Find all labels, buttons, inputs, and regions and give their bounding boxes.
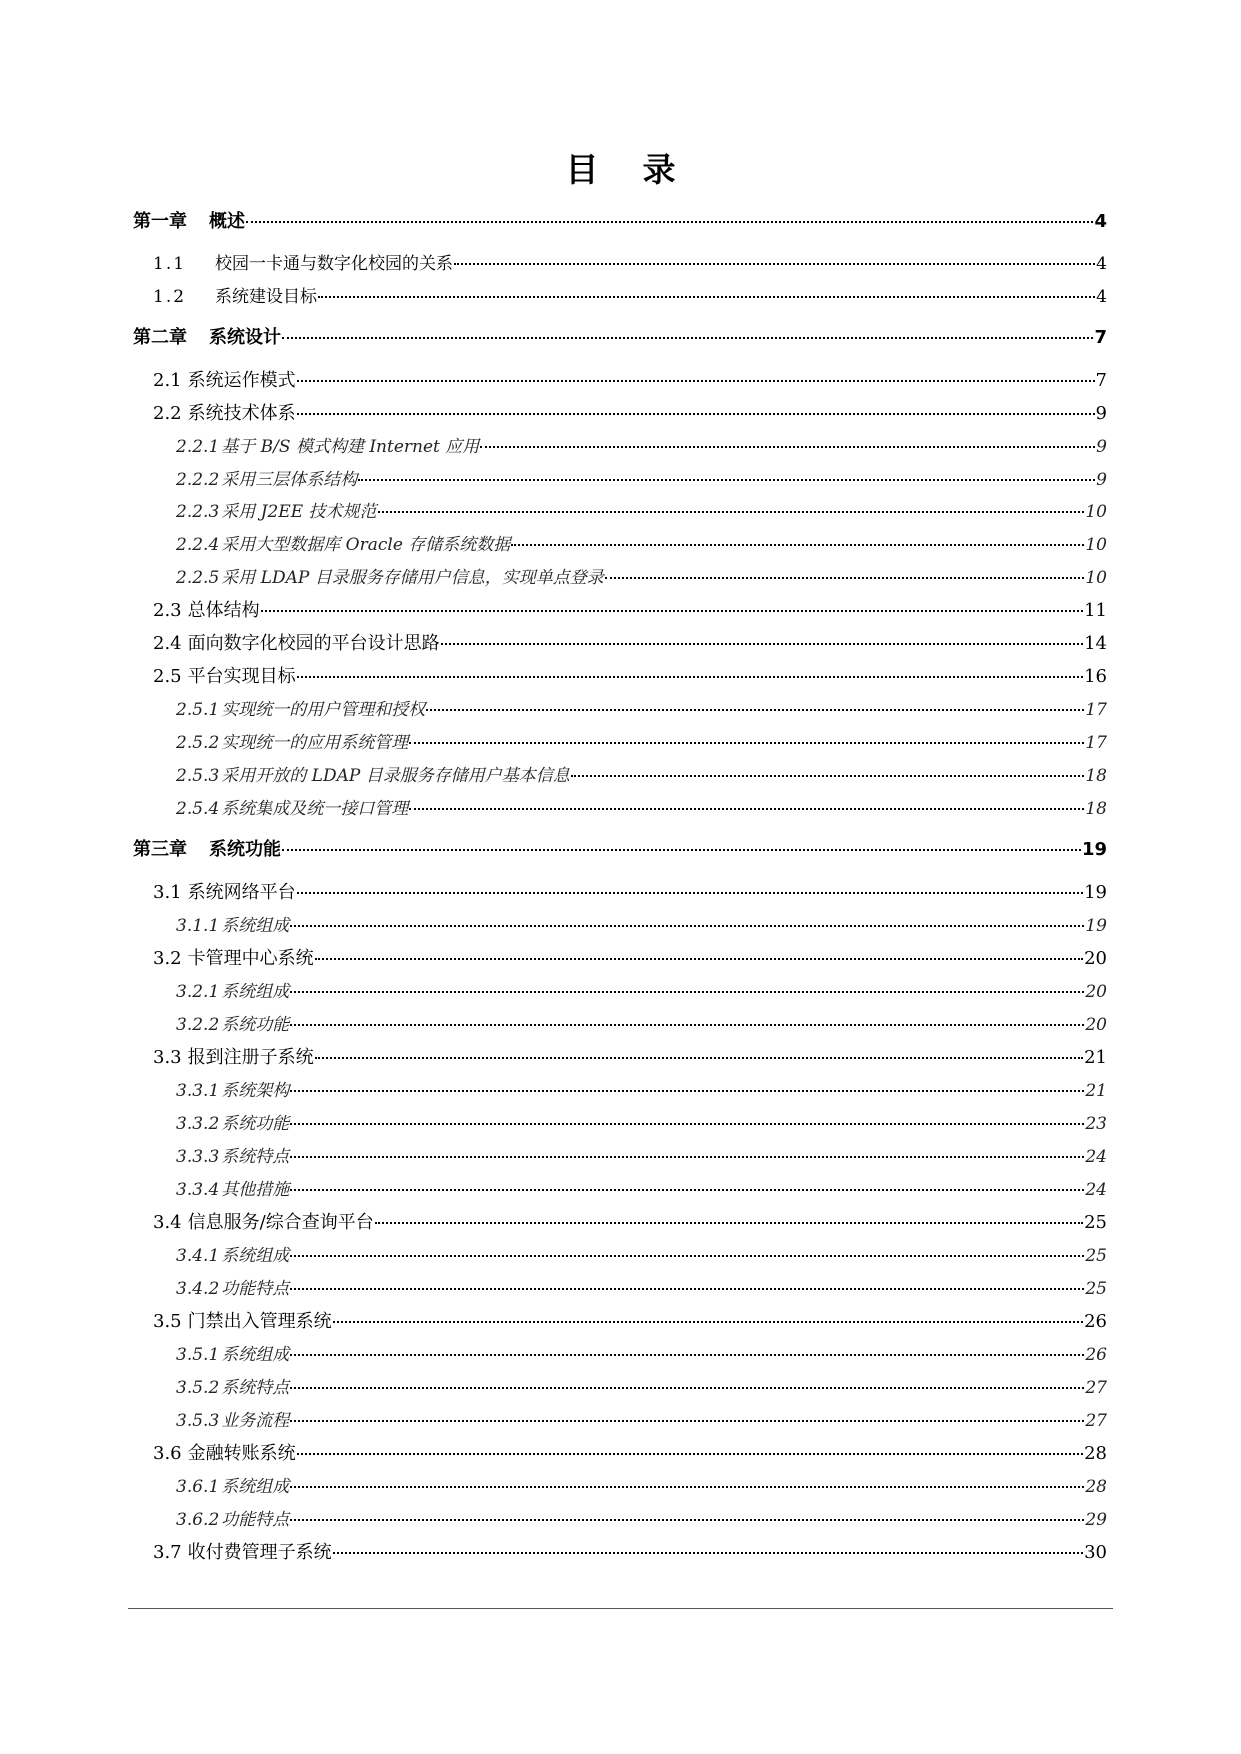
toc-entry-number: 2.5.1 (176, 700, 220, 720)
toc-entry-number: 2.2.3 (176, 502, 220, 522)
toc-entry-label (176, 1012, 289, 1038)
toc-entry[interactable] (176, 1177, 1107, 1203)
toc-entry-page-number: 7 (1095, 370, 1107, 391)
toc-entry-number: 2.3 (153, 600, 182, 621)
toc-entry-text: 报到注册子系统 (187, 1047, 314, 1068)
toc-entry[interactable] (133, 209, 1107, 235)
toc-entry-label (153, 251, 453, 277)
toc-entry-text: 实现统一的用户管理和授权 (221, 700, 426, 720)
toc-entry-page-number: 21 (1085, 1081, 1107, 1101)
toc-entry-text: 平台实现目标 (187, 666, 296, 687)
toc-entry-label (153, 1441, 296, 1467)
toc-entry-number: 2.2.1 (176, 437, 220, 457)
toc-entry-page-number: 9 (1096, 437, 1107, 457)
toc-entry-number: 3.3.3 (176, 1147, 220, 1167)
toc-entry-text: 系统建设目标 (215, 287, 317, 307)
toc-entry-label (153, 1210, 374, 1236)
toc-entry-page-number: 25 (1085, 1279, 1107, 1299)
toc-entry-number: 3.6 (153, 1443, 182, 1464)
toc-entry[interactable] (153, 880, 1107, 906)
toc-entry-number: 3.2 (153, 948, 182, 969)
toc-entry[interactable] (176, 796, 1107, 822)
toc-entry-page-number: 18 (1085, 799, 1107, 819)
toc-entry-text: 总体结构 (187, 600, 260, 621)
toc-entry-page-number: 26 (1085, 1345, 1107, 1365)
toc-entry-number: 2.2 (153, 403, 182, 424)
dot-leader (297, 1452, 1083, 1455)
toc-entry[interactable] (176, 913, 1107, 939)
toc-entry-number: 3.5.3 (176, 1411, 220, 1431)
toc-entry-number: 3.1 (153, 882, 182, 903)
toc-entry[interactable] (176, 763, 1107, 789)
toc-entry-text: 功能特点 (221, 1279, 290, 1299)
toc-entry-text: 系统运作模式 (187, 370, 296, 391)
toc-entry-label (133, 325, 281, 351)
toc-entry-number: 3.3 (153, 1047, 182, 1068)
toc-entry-text: 系统集成及统一接口管理 (221, 799, 409, 819)
toc-entry-label (176, 1507, 289, 1533)
toc-entry[interactable] (153, 284, 1107, 310)
toc-entry-label (153, 664, 296, 690)
toc-entry-label (176, 1342, 289, 1368)
toc-entry-page-number: 4 (1094, 211, 1107, 232)
dot-leader (315, 957, 1083, 960)
toc-entry-text: 采用大型数据库 Oracle 存储系统数据 (221, 535, 511, 555)
toc-entry-text: 系统架构 (221, 1081, 290, 1101)
dot-leader (480, 445, 1095, 448)
toc-entry[interactable] (153, 1441, 1107, 1467)
footer-rule (128, 1608, 1113, 1609)
dot-leader (605, 576, 1085, 579)
toc-entry-page-number: 7 (1094, 327, 1107, 348)
dot-leader (441, 642, 1083, 645)
toc-entry[interactable] (176, 499, 1107, 525)
toc-entry-number: 3.5 (153, 1311, 182, 1332)
toc-entry-page-number: 27 (1085, 1411, 1107, 1431)
toc-entry[interactable] (176, 1111, 1107, 1137)
toc-entry[interactable] (176, 697, 1107, 723)
toc-entry[interactable] (176, 565, 1107, 591)
toc-entry[interactable] (153, 1210, 1107, 1236)
dot-leader (246, 220, 1093, 223)
toc-entry-page-number: 16 (1084, 666, 1107, 687)
toc-entry-number: 2.5.2 (176, 733, 220, 753)
toc-entry[interactable] (176, 1144, 1107, 1170)
toc-entry-page-number: 26 (1084, 1311, 1107, 1332)
toc-entry[interactable] (176, 1276, 1107, 1302)
toc-entry-page-number: 19 (1085, 916, 1107, 936)
dot-leader (375, 1221, 1083, 1224)
dot-leader (290, 1023, 1084, 1026)
toc-entry-number: 2.5.4 (176, 799, 220, 819)
toc-entry[interactable] (176, 434, 1107, 460)
dot-leader (290, 1287, 1084, 1290)
toc-entry-label (153, 368, 296, 394)
toc-entry-label (176, 565, 604, 591)
toc-entry-text: 系统功能 (209, 839, 281, 860)
toc-entry-page-number: 25 (1084, 1212, 1107, 1233)
toc-entry-number: 2.5.3 (176, 766, 220, 786)
dot-leader (409, 741, 1084, 744)
toc-entry-page-number: 18 (1085, 766, 1107, 786)
toc-entry-text: 系统组成 (221, 982, 290, 1002)
dot-leader (297, 891, 1083, 894)
toc-entry-page-number: 14 (1084, 633, 1107, 654)
dot-leader (290, 1353, 1084, 1356)
dot-leader (290, 990, 1084, 993)
toc-entry-page-number: 29 (1085, 1510, 1107, 1530)
toc-entry-number: 3.3.4 (176, 1180, 220, 1200)
toc-entry[interactable] (133, 837, 1107, 863)
dot-leader (297, 379, 1095, 382)
toc-entry[interactable] (153, 598, 1107, 624)
toc-entry-page-number: 23 (1085, 1114, 1107, 1134)
toc-entry-number: 第二章 (133, 327, 187, 348)
dot-leader (426, 708, 1084, 711)
toc-entry-number: 3.3.1 (176, 1081, 220, 1101)
toc-entry-label (153, 401, 296, 427)
toc-entry[interactable] (176, 1078, 1107, 1104)
toc-entry-text: 系统特点 (221, 1147, 290, 1167)
toc-entry[interactable] (153, 1045, 1107, 1071)
toc-entry-page-number: 24 (1085, 1180, 1107, 1200)
toc-entry-page-number: 4 (1096, 287, 1107, 307)
toc-entry-label (133, 837, 281, 863)
toc-entry-number: 2.4 (153, 633, 182, 654)
toc-entry[interactable] (153, 401, 1107, 427)
toc-entry-label (176, 499, 377, 525)
dot-leader (333, 1320, 1083, 1323)
dot-leader (290, 1155, 1084, 1158)
dot-leader (290, 1419, 1084, 1422)
toc-entry[interactable] (176, 1375, 1107, 1401)
toc-entry-page-number: 10 (1085, 502, 1107, 522)
toc-entry-page-number: 19 (1084, 882, 1107, 903)
toc-entry-label (176, 1474, 289, 1500)
toc-entry-label (176, 1177, 289, 1203)
toc-entry-page-number: 9 (1096, 470, 1107, 490)
toc-entry-number: 3.5.2 (176, 1378, 220, 1398)
toc-entry-text: 概述 (209, 211, 245, 232)
toc-entry-text: 系统组成 (221, 1246, 290, 1266)
toc-entry-page-number: 25 (1085, 1246, 1107, 1266)
toc-entry[interactable] (176, 1474, 1107, 1500)
toc-entry-number: 3.6.1 (176, 1477, 220, 1497)
toc-entry-text: 金融转账系统 (187, 1443, 296, 1464)
toc-entry[interactable] (153, 1540, 1107, 1566)
toc-entry[interactable] (176, 1342, 1107, 1368)
toc-entry-label (153, 946, 314, 972)
toc-entry-number: 3.4.2 (176, 1279, 220, 1299)
toc-entry[interactable] (176, 532, 1107, 558)
toc-entry-label (153, 1540, 332, 1566)
toc-entry-text: 系统功能 (221, 1114, 290, 1134)
toc-entry-page-number: 20 (1085, 982, 1107, 1002)
toc-entry-text: 收付费管理子系统 (187, 1542, 332, 1563)
toc-entry-text: 信息服务/综合查询平台 (187, 1212, 374, 1233)
toc-entry-page-number: 11 (1084, 600, 1107, 621)
toc-entry-label (176, 1111, 289, 1137)
dot-leader (290, 1089, 1084, 1092)
toc-entry-text: 采用三层体系结构 (221, 470, 358, 490)
toc-entry-text: 系统设计 (209, 327, 281, 348)
toc-entry-label (176, 1408, 289, 1434)
toc-entry-text: 门禁出入管理系统 (187, 1311, 332, 1332)
toc-entry-label (176, 1375, 289, 1401)
toc-entry-label (153, 598, 260, 624)
toc-entry[interactable] (153, 664, 1107, 690)
dot-leader (378, 510, 1085, 513)
dot-leader (290, 1518, 1084, 1521)
toc-entry[interactable] (153, 1309, 1107, 1335)
toc-entry-label (176, 697, 425, 723)
toc-entry-number: 3.2.1 (176, 982, 220, 1002)
toc-entry-label (176, 532, 510, 558)
dot-leader (290, 1122, 1084, 1125)
toc-entry-text: 系统组成 (221, 1477, 290, 1497)
toc-entry[interactable] (176, 1243, 1107, 1269)
toc-entry-number: 3.4 (153, 1212, 182, 1233)
toc-entry-number: 2.2.2 (176, 470, 220, 490)
toc-entry-label (176, 1078, 289, 1104)
toc-entry-page-number: 17 (1085, 733, 1107, 753)
toc-entry-text: 采用 LDAP 目录服务存储用户信息，实现单点登录 (221, 568, 604, 588)
toc-entry-text: 面向数字化校园的平台设计思路 (187, 633, 440, 654)
toc-entry-number: 2.5 (153, 666, 182, 687)
toc-entry-page-number: 21 (1084, 1047, 1107, 1068)
dot-leader (358, 478, 1095, 481)
toc-entry-label (176, 1243, 289, 1269)
toc-entry-page-number: 10 (1085, 535, 1107, 555)
toc-entry-page-number: 17 (1085, 700, 1107, 720)
toc-entry-label (176, 913, 289, 939)
toc-entry-page-number: 19 (1081, 839, 1107, 860)
dot-leader (315, 1056, 1083, 1059)
toc-entry-number: 第一章 (133, 211, 187, 232)
toc-entry-page-number: 10 (1085, 568, 1107, 588)
toc-entry-page-number: 28 (1084, 1443, 1107, 1464)
toc-entry-label (153, 631, 440, 657)
dot-leader (511, 543, 1084, 546)
dot-leader (454, 262, 1095, 265)
toc-title: 目录 (565, 150, 720, 189)
toc-entry-label (153, 1309, 332, 1335)
toc-entry-text: 卡管理中心系统 (187, 948, 314, 969)
toc-entry-text: 系统功能 (221, 1015, 290, 1035)
dot-leader (297, 412, 1095, 415)
toc-entry-text: 系统技术体系 (187, 403, 296, 424)
toc-entry-number: 2.1 (153, 370, 182, 391)
toc-entry[interactable] (176, 1507, 1107, 1533)
toc-entry-label (153, 880, 296, 906)
dot-leader (282, 336, 1093, 339)
toc-entry-page-number: 20 (1085, 1015, 1107, 1035)
toc-entry-number: 1.1 (153, 254, 187, 274)
toc-entry-number: 3.4.1 (176, 1246, 220, 1266)
toc-entry-text: 功能特点 (221, 1510, 290, 1530)
toc-entry-label (176, 434, 479, 460)
toc-entry[interactable] (133, 325, 1107, 351)
toc-entry-label (176, 979, 289, 1005)
dot-leader (333, 1551, 1083, 1554)
toc-entry-number: 3.2.2 (176, 1015, 220, 1035)
toc-entry-label (176, 730, 408, 756)
toc-entry[interactable] (176, 730, 1107, 756)
toc-entry-number: 3.7 (153, 1542, 182, 1563)
dot-leader (409, 807, 1084, 810)
dot-leader (571, 774, 1085, 777)
toc-entry-text: 基于 B/S 模式构建 Internet 应用 (221, 437, 480, 457)
dot-leader (282, 848, 1081, 851)
toc-entry-page-number: 4 (1096, 254, 1107, 274)
toc-entry-label (176, 1276, 289, 1302)
toc-entry-page-number: 28 (1085, 1477, 1107, 1497)
toc-entry-number: 3.1.1 (176, 916, 220, 936)
toc-entry[interactable] (176, 467, 1107, 493)
toc-entry-page-number: 20 (1084, 948, 1107, 969)
toc-entry-number: 3.5.1 (176, 1345, 220, 1365)
toc-entry-label (176, 1144, 289, 1170)
dot-leader (261, 609, 1083, 612)
toc-entry-number: 2.2.4 (176, 535, 220, 555)
toc-entry-number: 3.6.2 (176, 1510, 220, 1530)
toc-entry-number: 3.3.2 (176, 1114, 220, 1134)
toc-entry[interactable] (176, 1408, 1107, 1434)
toc-entry-number: 1.2 (153, 287, 187, 307)
toc-entry-label (176, 467, 357, 493)
toc-entry-text: 实现统一的应用系统管理 (221, 733, 409, 753)
toc-entry-text: 系统网络平台 (187, 882, 296, 903)
toc-entry-label (133, 209, 245, 235)
dot-leader (297, 675, 1083, 678)
toc-entry[interactable] (153, 631, 1107, 657)
toc-entry-label (153, 1045, 314, 1071)
toc-entry-label (153, 284, 317, 310)
toc-entry-text: 校园一卡通与数字化校园的关系 (215, 254, 453, 274)
toc-entry[interactable] (153, 946, 1107, 972)
toc-entry[interactable] (153, 251, 1107, 277)
toc-entry-label (176, 796, 408, 822)
toc-entry-text: 采用开放的 LDAP 目录服务存储用户基本信息 (221, 766, 570, 786)
toc-entry-text: 系统组成 (221, 916, 290, 936)
toc-entry[interactable] (176, 979, 1107, 1005)
toc-entry-page-number: 24 (1085, 1147, 1107, 1167)
toc-entry-text: 其他措施 (221, 1180, 290, 1200)
dot-leader (290, 1386, 1084, 1389)
toc-entry[interactable] (176, 1012, 1107, 1038)
dot-leader (290, 1188, 1084, 1191)
toc-entry-page-number: 30 (1084, 1542, 1107, 1563)
toc-entry-label (176, 763, 570, 789)
toc-entry-page-number: 9 (1095, 403, 1107, 424)
toc-entry-number: 第三章 (133, 839, 187, 860)
toc-entry-number: 2.2.5 (176, 568, 220, 588)
dot-leader (290, 924, 1084, 927)
toc-entry-text: 采用 J2EE 技术规范 (221, 502, 377, 522)
toc-entry[interactable] (153, 368, 1107, 394)
dot-leader (290, 1485, 1084, 1488)
toc-entry-page-number: 27 (1085, 1378, 1107, 1398)
dot-leader (290, 1254, 1084, 1257)
toc-entry-text: 系统特点 (221, 1378, 290, 1398)
toc-entry-text: 系统组成 (221, 1345, 290, 1365)
dot-leader (318, 295, 1095, 298)
toc-entry-text: 业务流程 (221, 1411, 290, 1431)
